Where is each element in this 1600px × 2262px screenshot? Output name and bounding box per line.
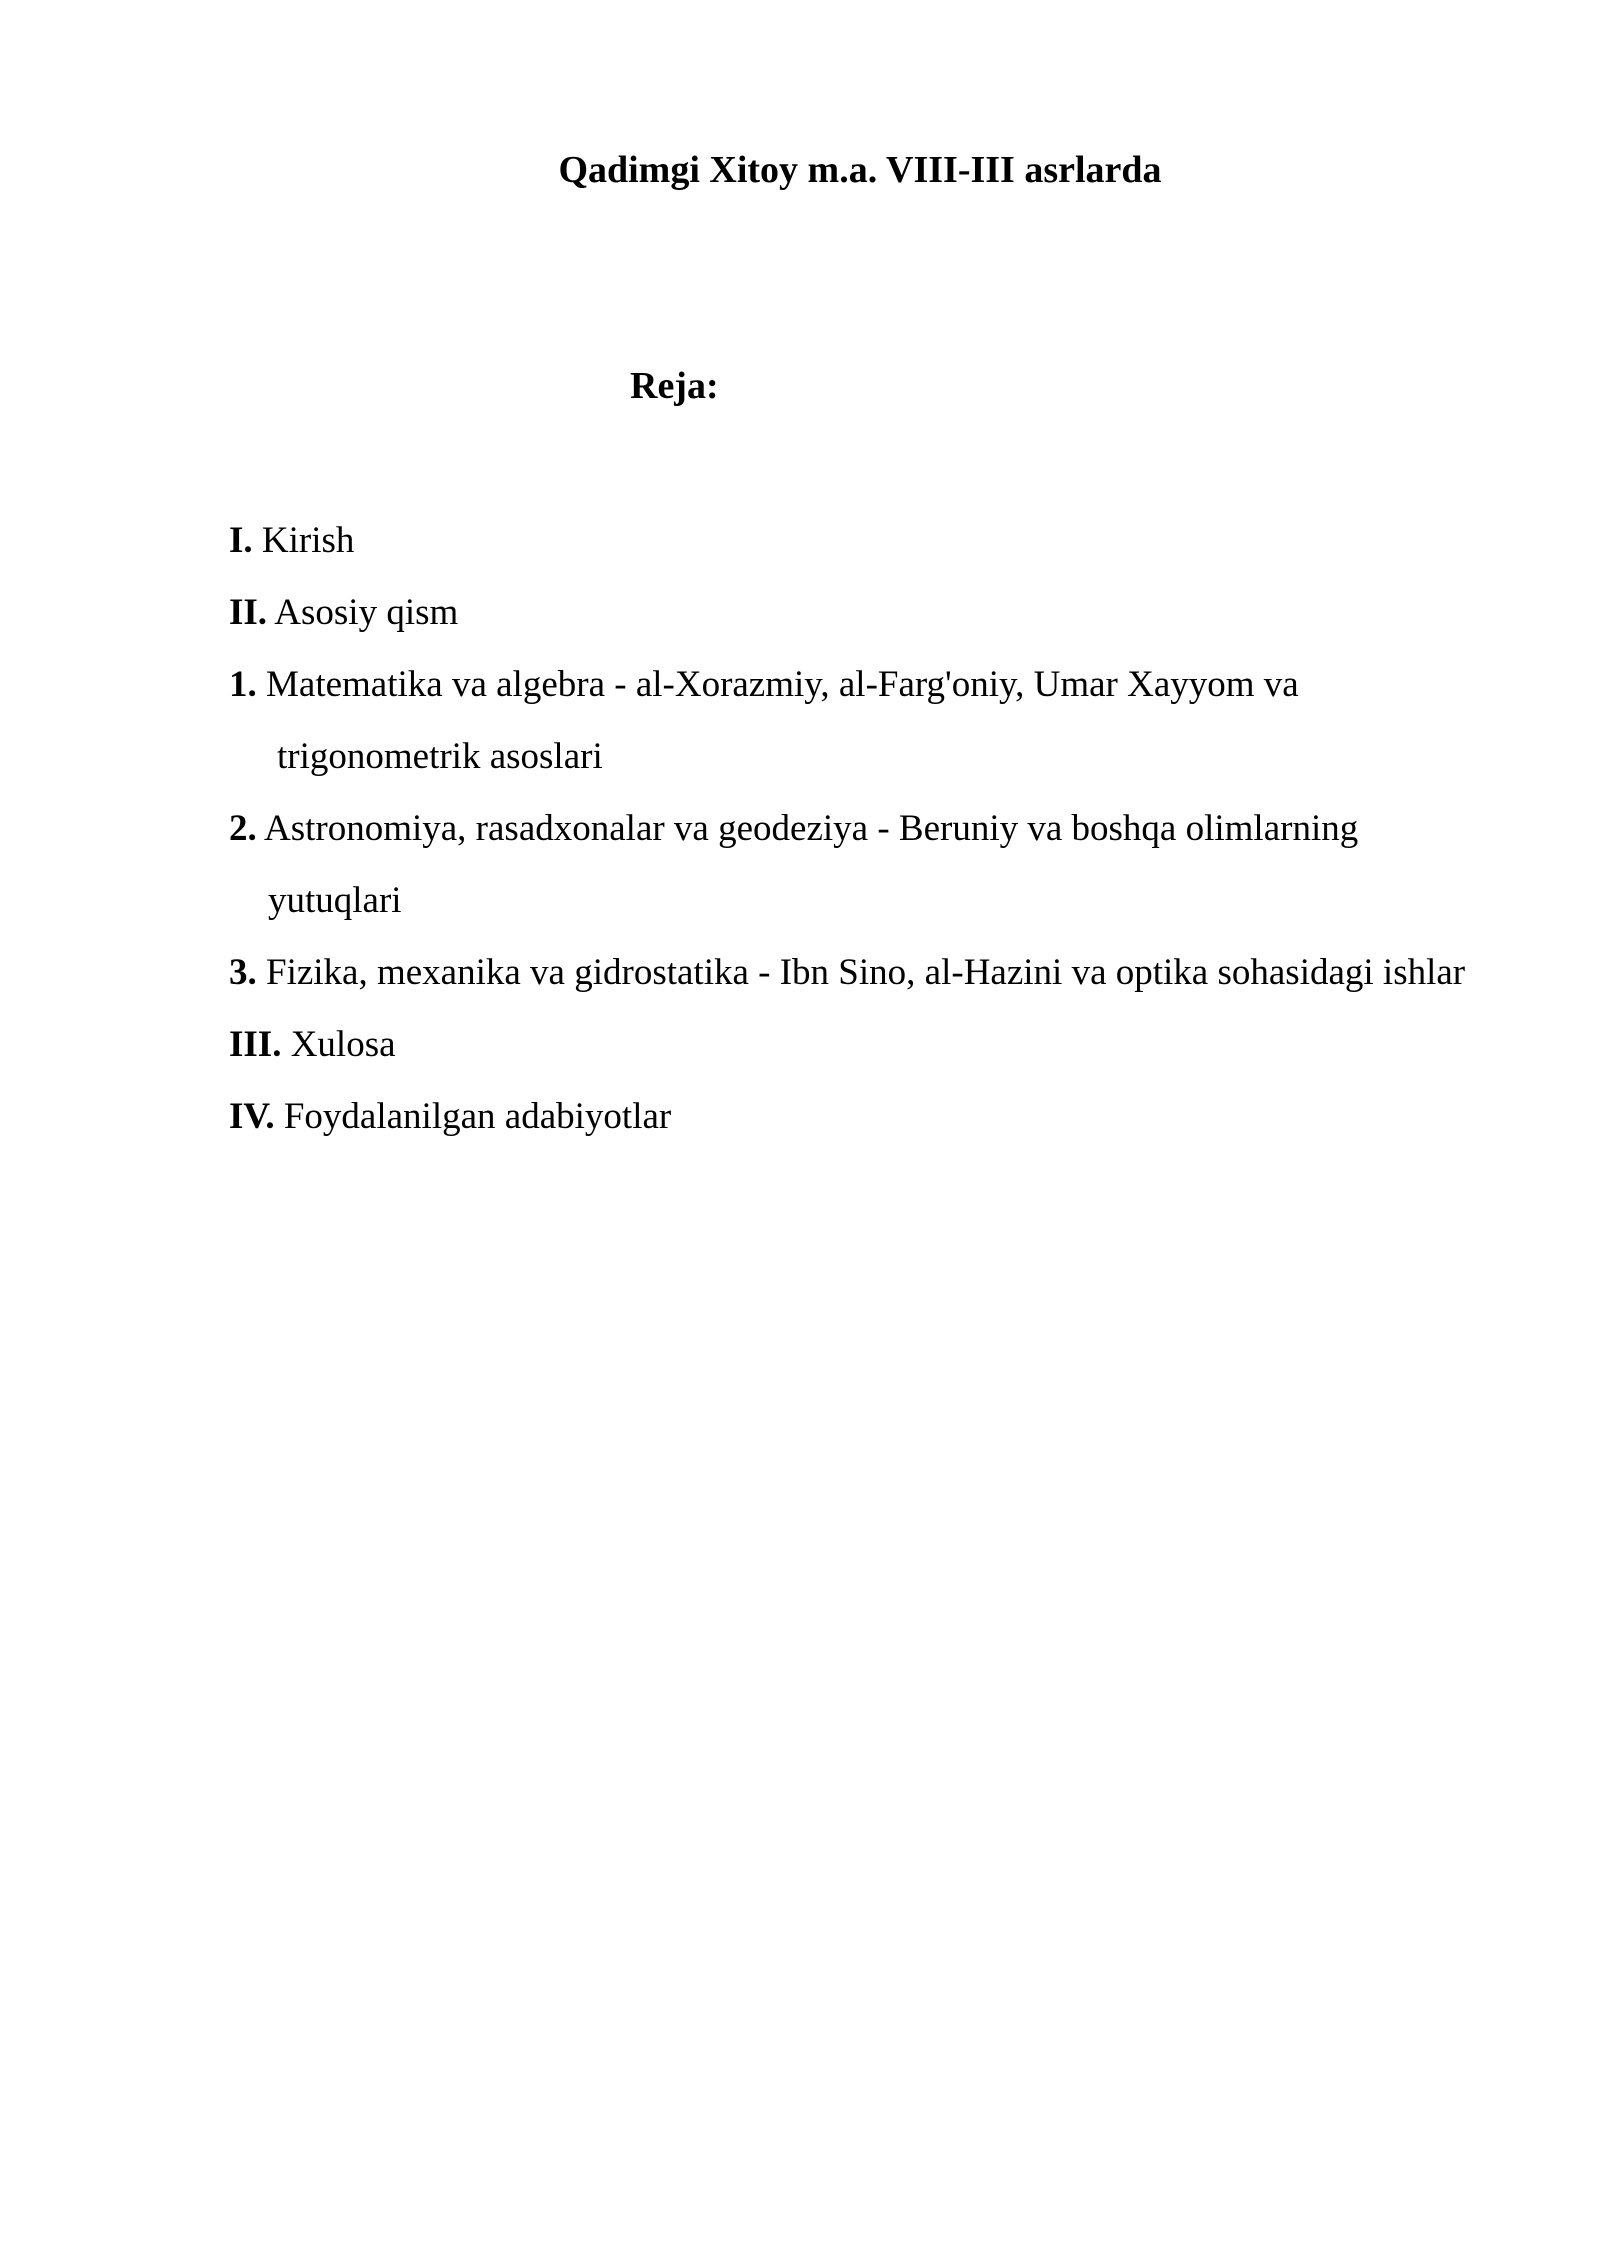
plan-item-asosiy-qism [229, 577, 1569, 649]
plan-item-fizika [229, 937, 1569, 1009]
plan-item-number: 2. [229, 808, 257, 849]
plan-item-number: III. [229, 1024, 282, 1065]
plan-item-text: Kirish [261, 520, 355, 561]
plan-item-astronomiya [229, 793, 1569, 937]
plan-item-continuation: yutuqlari [268, 880, 402, 921]
document-title: Qadimgi Xitoy m.a. VIII-III asrlarda [558, 149, 1162, 191]
plan-list [229, 505, 1569, 1153]
plan-item-text: Asosiy qism [274, 592, 459, 633]
plan-item-text: Fizika, mexanika va gidrostatika - Ibn Sino, al-Hazini va optika sohasidagi ishlar [266, 952, 1466, 993]
plan-item-number: IV. [229, 1096, 275, 1137]
plan-item-number: 3. [229, 952, 257, 993]
plan-item-adabiyotlar [229, 1081, 1569, 1153]
plan-item-xulosa [229, 1009, 1569, 1081]
plan-item-continuation: trigonometrik asoslari [277, 736, 603, 777]
plan-item-number: 1. [229, 664, 257, 705]
plan-item-number: II. [229, 592, 268, 633]
plan-item-text: Matematika va algebra - al-Xorazmiy, al-Farg'oniy, Umar Xayyom va [266, 664, 1299, 705]
plan-item-text: Astronomiya, rasadxonalar va geodeziya - Beruniy va boshqa olimlarning [263, 808, 1359, 849]
plan-heading: Reja: [630, 365, 719, 407]
plan-item-kirish [229, 505, 1569, 577]
plan-item-matematika [229, 649, 1569, 793]
plan-item-text: Xulosa [290, 1024, 396, 1065]
plan-item-number: I. [229, 520, 253, 561]
plan-item-text: Foydalanilgan adabiyotlar [283, 1096, 672, 1137]
